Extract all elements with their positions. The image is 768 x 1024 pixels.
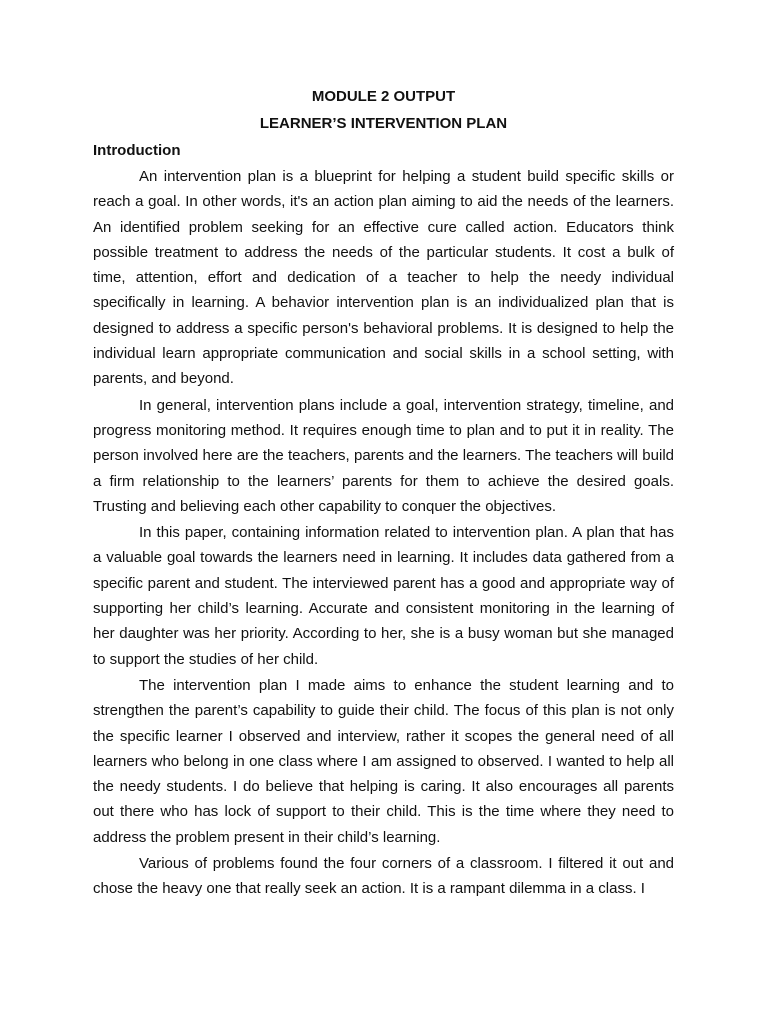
section-heading-introduction: Introduction <box>93 142 181 159</box>
paragraph: The intervention plan I made aims to enhance the student learning and to strengthen the parent’s capability to guide their child. The focus of this plan is not only the specific learner I observed and interview, rather it scopes the general need of all learners who belong in one class where I am assigned to observed. I wanted to help all the needy students. I do believe that helping is caring. It also encourages all parents out there who has lock of support to their child. This is the time where they need to address the problem present in their child’s learning. <box>93 676 674 846</box>
paragraph: Various of problems found the four corners of a classroom. I filtered it out and chose the heavy one that really seek an action. It is a rampant dilemma in a class. I <box>93 855 674 898</box>
document-body <box>93 84 674 902</box>
paragraph: In general, intervention plans include a goal, intervention strategy, timeline, and progress monitoring method. It requires enough time to plan and to put it in reality. The person involved here are the teachers, parents and the learners. The teachers will build a firm relationship to the learners’ parents for them to achieve the desired goals. Trusting and believing each other capability to conquer the objectives. <box>93 396 674 515</box>
document-subtitle: LEARNER’S INTERVENTION PLAN <box>259 115 508 132</box>
paragraph: An intervention plan is a blueprint for helping a student build specific skills or reach a goal. In other words, it's an action plan aiming to aid the needs of the learners. An identified problem seeking for an effective cure called action. Educators think possible treatment to address the needs of the particular students. It cost a bulk of time, attention, effort and dedication of a teacher to help the needy individual specifically in learning. A behavior intervention plan is an individualized plan that is designed to address a specific person's behavioral problems. It is designed to help the individual learn appropriate communication and social skills in a school setting, with parents, and beyond. <box>93 168 674 388</box>
document-title: MODULE 2 OUTPUT <box>311 88 456 105</box>
paragraph: In this paper, containing information related to intervention plan. A plan that has a valuable goal towards the learners need in learning. It includes data gathered from a specific parent and student. The interviewed parent has a good and appropriate way of supporting her child’s learning. Accurate and consistent monitoring in the learning of her daughter was her priority. According to her, she is a busy woman but she managed to support the studies of her child. <box>93 524 674 668</box>
